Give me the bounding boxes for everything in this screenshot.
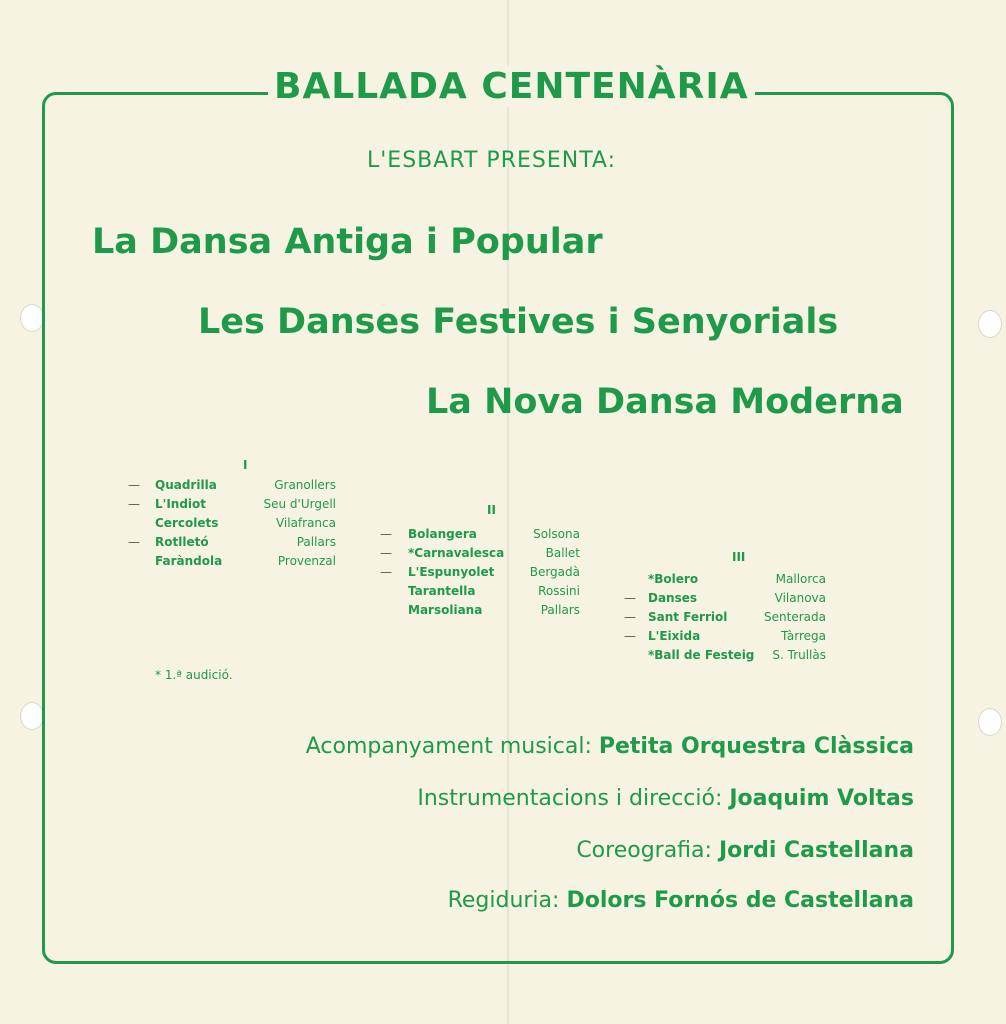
credit-label: Instrumentacions i direcció:: [417, 786, 723, 811]
dance-origin: Pallars: [540, 603, 580, 617]
credit-choreography: [576, 838, 914, 863]
dash-marks: — — —: [128, 478, 140, 549]
program-title: BALLADA CENTENÀRIA: [268, 66, 755, 107]
credit-direction: [417, 786, 914, 811]
dance-name: Danses: [648, 591, 698, 605]
credit-value: Joaquim Voltas: [729, 786, 914, 811]
dance-origin: Vilanova: [774, 591, 826, 605]
section-numeral: III: [732, 550, 746, 564]
dance-origin: Pallars: [296, 535, 336, 549]
dance-name: Sant Ferriol: [648, 610, 728, 624]
dance-origin: Solsona: [533, 527, 580, 541]
heading-3: La Nova Dansa Moderna: [426, 382, 904, 422]
dance-name: Bolangera: [408, 527, 477, 541]
credit-label: Acompanyament musical:: [305, 734, 592, 759]
dance-name: *Bolero: [648, 572, 699, 586]
dance-origin: Seu d'Urgell: [263, 497, 336, 511]
credit-label: Coreografia:: [576, 838, 712, 863]
punch-hole: [20, 702, 44, 730]
dance-origins-3: [750, 570, 826, 665]
heading-1: La Dansa Antiga i Popular: [92, 222, 603, 262]
credit-value: Jordi Castellana: [718, 838, 914, 863]
footnote: * 1.ª audició.: [155, 668, 233, 682]
credit-label: Regiduria:: [447, 888, 560, 913]
credit-music: [306, 734, 914, 759]
dance-origin: Tàrrega: [780, 629, 826, 643]
heading-2: Les Danses Festives i Senyorials: [198, 302, 839, 342]
dance-name: *Carnavalesca: [408, 546, 505, 560]
dance-origin: Senterada: [764, 610, 826, 624]
dance-origin: Granollers: [274, 478, 336, 492]
dance-names-1: [155, 476, 222, 571]
dance-name: L'Eixida: [648, 629, 701, 643]
credit-value: Dolors Fornós de Castellana: [566, 888, 914, 913]
dance-origin: Bergadà: [529, 565, 580, 579]
credit-value: Petita Orquestra Clàssica: [598, 734, 914, 759]
dash-marks: — — —: [380, 527, 392, 579]
dash-marks: — — —: [624, 591, 636, 643]
dance-origin: Vilafranca: [275, 516, 336, 530]
dance-name: Rotlletó: [155, 535, 209, 549]
dance-name: Faràndola: [155, 554, 223, 568]
dance-name: Marsoliana: [408, 603, 483, 617]
dance-name: L'Espunyolet: [408, 565, 495, 579]
credit-stage-management: [448, 888, 914, 913]
dance-origin: Provenzal: [277, 554, 336, 568]
presenta-line: L'ESBART PRESENTA:: [367, 148, 617, 173]
dance-origin: Rossini: [538, 584, 580, 598]
punch-hole: [20, 304, 44, 332]
dance-origin: S. Trullàs: [772, 648, 826, 662]
punch-hole: [978, 310, 1002, 338]
dance-name: Tarantella: [408, 584, 476, 598]
dance-name: *Ball de Festeig: [648, 648, 755, 662]
dance-names-3: [648, 570, 754, 665]
dance-names-2: [408, 525, 504, 620]
dance-origins-2: [510, 525, 580, 620]
dance-origins-1: [230, 476, 336, 571]
dance-origin: Mallorca: [775, 572, 826, 586]
dance-name: L'Indiot: [155, 497, 207, 511]
section-numeral: II: [487, 503, 496, 517]
dance-origin: Ballet: [545, 546, 580, 560]
dance-name: Quadrilla: [155, 478, 217, 492]
dance-name: Cercolets: [155, 516, 219, 530]
punch-hole: [978, 708, 1002, 736]
section-numeral: I: [243, 458, 248, 472]
